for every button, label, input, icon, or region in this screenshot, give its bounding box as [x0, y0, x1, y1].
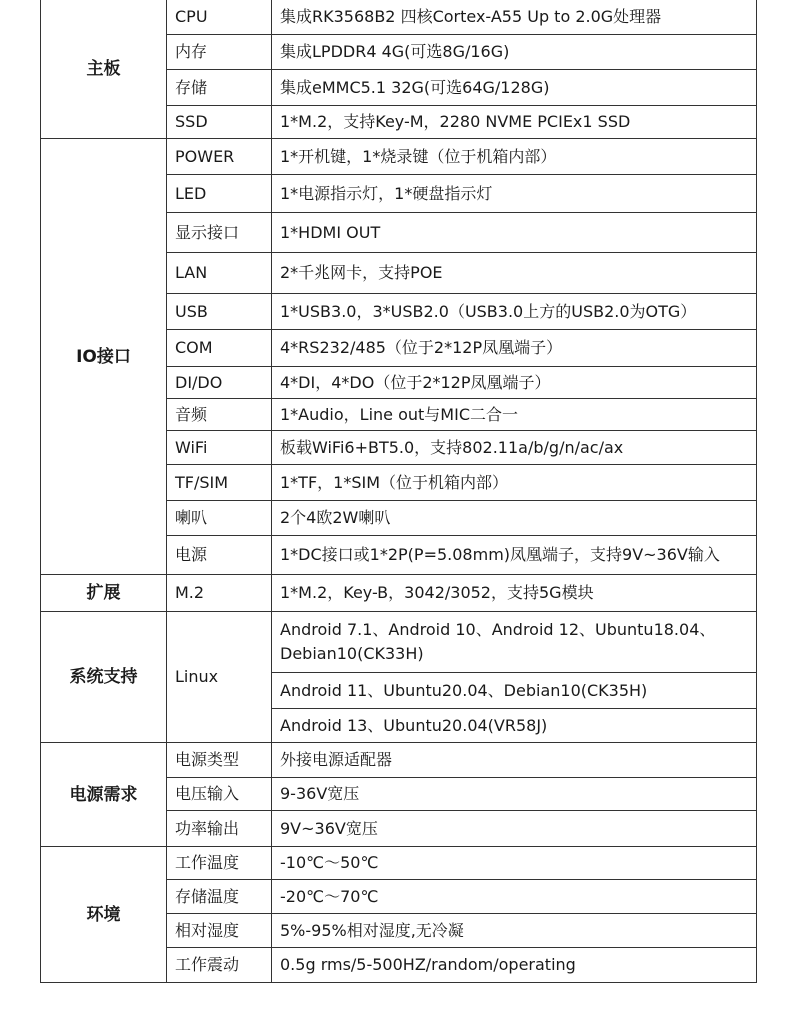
spec-value: 1*M.2，支持Key-M，2280 NVME PCIEx1 SSD	[272, 106, 757, 139]
spec-value: 集成RK3568B2 四核Cortex-A55 Up to 2.0G处理器	[272, 0, 757, 35]
spec-item: WiFi	[167, 431, 272, 465]
spec-item: LED	[167, 175, 272, 213]
spec-value: 1*电源指示灯，1*硬盘指示灯	[272, 175, 757, 213]
spec-value: 外接电源适配器	[272, 743, 757, 778]
spec-item: 电压输入	[167, 778, 272, 811]
spec-item: DI/DO	[167, 367, 272, 399]
spec-value: 1*HDMI OUT	[272, 213, 757, 253]
spec-item: 存储温度	[167, 880, 272, 914]
spec-value: Android 7.1、Android 10、Android 12、Ubuntu18.04、Debian10(CK33H)	[272, 612, 757, 673]
table-row	[41, 0, 757, 35]
spec-item: TF/SIM	[167, 465, 272, 501]
spec-item: 电源	[167, 536, 272, 575]
table-row	[41, 612, 757, 673]
table-row	[41, 743, 757, 778]
spec-value: 9V~36V宽压	[272, 811, 757, 847]
spec-value: 1*DC接口或1*2P(P=5.08mm)凤凰端子，支持9V~36V输入	[272, 536, 757, 575]
spec-table	[40, 0, 757, 983]
spec-item: 工作震动	[167, 948, 272, 983]
category-os-support: 系统支持	[41, 612, 167, 743]
spec-value: 集成LPDDR4 4G(可选8G/16G)	[272, 35, 757, 70]
spec-item: 内存	[167, 35, 272, 70]
spec-item: 功率输出	[167, 811, 272, 847]
spec-item: SSD	[167, 106, 272, 139]
spec-value: 2个4欧2W喇叭	[272, 501, 757, 536]
spec-value: 2*千兆网卡，支持POE	[272, 253, 757, 294]
spec-value: 板载WiFi6+BT5.0，支持802.11a/b/g/n/ac/ax	[272, 431, 757, 465]
category-mainboard: 主板	[41, 0, 167, 139]
spec-item: 显示接口	[167, 213, 272, 253]
table-row	[41, 139, 757, 175]
spec-item: USB	[167, 294, 272, 330]
spec-value: 1*M.2，Key-B，3042/3052，支持5G模块	[272, 575, 757, 612]
category-expansion: 扩展	[41, 575, 167, 612]
spec-item: 电源类型	[167, 743, 272, 778]
spec-item: 音频	[167, 399, 272, 431]
spec-value: 1*开机键，1*烧录键（位于机箱内部）	[272, 139, 757, 175]
spec-value: -10℃～50℃	[272, 847, 757, 880]
category-environment: 环境	[41, 847, 167, 983]
spec-value: 5%-95%相对湿度,无冷凝	[272, 914, 757, 948]
spec-item: 相对湿度	[167, 914, 272, 948]
spec-value: 1*TF，1*SIM（位于机箱内部）	[272, 465, 757, 501]
spec-item: CPU	[167, 0, 272, 35]
spec-value: 1*Audio，Line out与MIC二合一	[272, 399, 757, 431]
spec-item: M.2	[167, 575, 272, 612]
spec-item: 喇叭	[167, 501, 272, 536]
spec-value: 0.5g rms/5-500HZ/random/operating	[272, 948, 757, 983]
spec-item: LAN	[167, 253, 272, 294]
spec-value: 1*USB3.0，3*USB2.0（USB3.0上方的USB2.0为OTG）	[272, 294, 757, 330]
spec-item: POWER	[167, 139, 272, 175]
category-power-requirements: 电源需求	[41, 743, 167, 847]
table-row	[41, 847, 757, 880]
spec-value: 9-36V宽压	[272, 778, 757, 811]
spec-value: 4*RS232/485（位于2*12P凤凰端子）	[272, 330, 757, 367]
spec-value: 集成eMMC5.1 32G(可选64G/128G)	[272, 70, 757, 106]
spec-value: Android 11、Ubuntu20.04、Debian10(CK35H)	[272, 673, 757, 709]
spec-value: -20℃～70℃	[272, 880, 757, 914]
spec-item: 工作温度	[167, 847, 272, 880]
spec-value: 4*DI，4*DO（位于2*12P凤凰端子）	[272, 367, 757, 399]
table-row	[41, 575, 757, 612]
spec-item: 存储	[167, 70, 272, 106]
category-io: IO接口	[41, 139, 167, 575]
spec-item: Linux	[167, 612, 272, 743]
spec-item: COM	[167, 330, 272, 367]
spec-value: Android 13、Ubuntu20.04(VR58J)	[272, 709, 757, 743]
